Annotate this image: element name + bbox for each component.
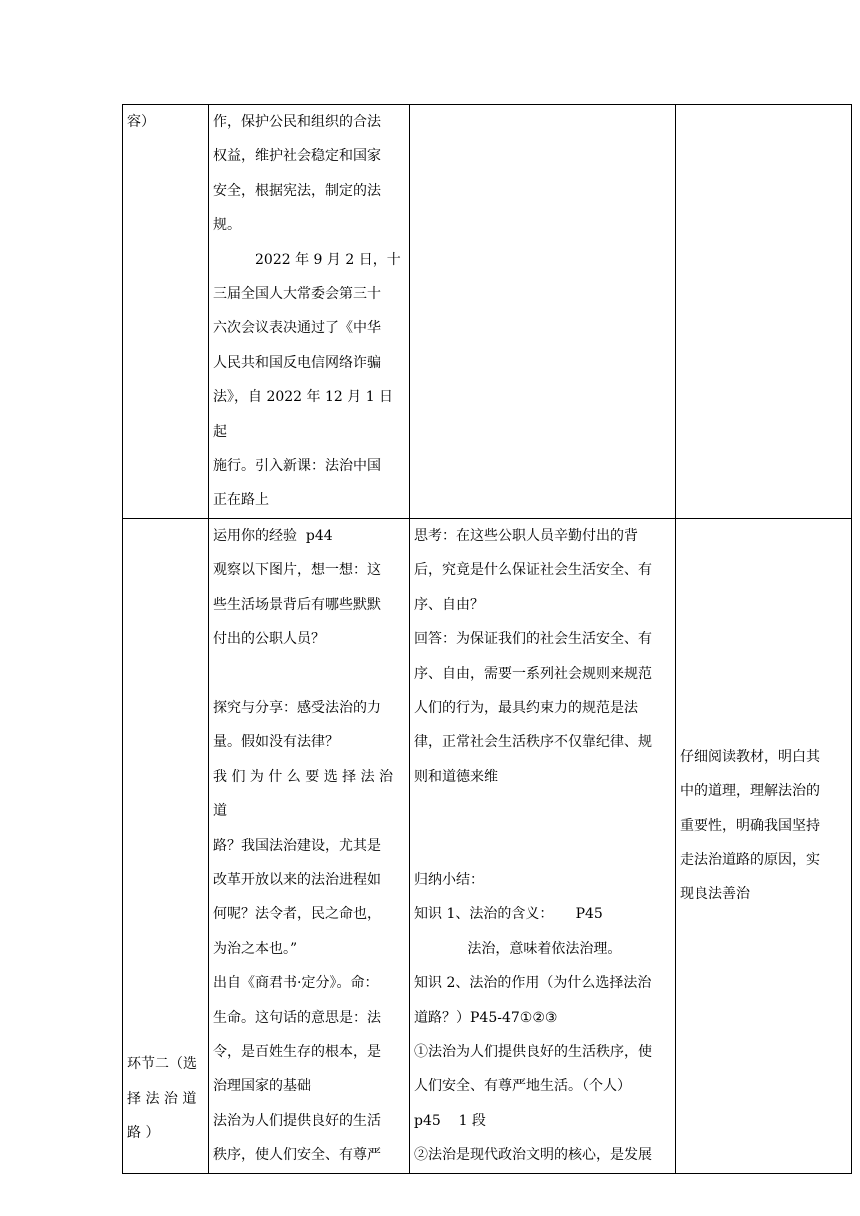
text-line: p45 1 段 xyxy=(414,1112,486,1129)
text-line: 令，是百姓生存的根本，是 xyxy=(213,1043,381,1060)
text-line: 运用你的经验 p44 xyxy=(213,527,333,544)
text-line: 人们的行为，最具约束力的规范是法 xyxy=(414,699,638,716)
text-line: 路？我国法治建设，尤其是 xyxy=(213,837,381,854)
text-line: 治理国家的基础 xyxy=(213,1078,311,1095)
text-line: 秩序，使人们安全、有尊严 xyxy=(213,1147,381,1164)
student-activity-cell xyxy=(410,105,676,519)
text-line: 2022 年 9 月 2 日，十 xyxy=(255,251,401,268)
stage-cell xyxy=(123,518,209,1173)
text-line: 生命。这句话的意思是：法 xyxy=(213,1009,381,1026)
text-line: 重要性，明确我国坚持 xyxy=(680,817,820,834)
text-line: 改革开放以来的法治进程如 xyxy=(213,871,381,888)
stage-text: 容） xyxy=(127,114,155,130)
design-intent-cell xyxy=(676,105,852,519)
text-line: 些生活场景背后有哪些默默 xyxy=(213,596,381,613)
text-line: 权益，维护社会稳定和国家 xyxy=(213,148,381,165)
table-row xyxy=(123,518,852,1173)
text-line: 律，正常社会生活秩序不仅靠纪律、规 xyxy=(414,734,652,751)
text-line: 正在路上 xyxy=(213,492,269,509)
student-activity-cell xyxy=(410,518,676,1173)
text-line xyxy=(414,794,671,828)
text-line: 作，保护公民和组织的合法 xyxy=(213,114,381,130)
text-line xyxy=(213,657,405,691)
text-line: 我 们 为 什 么 要 选 择 法 治 道 xyxy=(213,768,398,820)
text-line: 付出的公职人员？ xyxy=(213,631,325,648)
text-line: 回答：为保证我们的社会生活安全、有 xyxy=(414,631,652,648)
text-line: 知识 2、法治的作用（为什么选择法治 xyxy=(414,975,652,992)
text-line: 六次会议表决通过了《中华 xyxy=(213,320,381,337)
text-line: 思考：在这些公职人员辛勤付出的背 xyxy=(414,527,638,544)
text-line: 序、自由？ xyxy=(414,596,484,613)
text-line: 三届全国人大常委会第三十 xyxy=(213,286,381,303)
text-line: 人们安全、有尊严地生活。（个人） xyxy=(414,1078,631,1095)
stage-cell xyxy=(123,105,209,519)
text-line: 中的道理，理解法治的 xyxy=(680,783,820,800)
text-line: 序、自由，需要一系列社会规则来规范 xyxy=(414,665,652,682)
text-line: 择 法 治 道 xyxy=(127,1090,197,1107)
text-line: 归纳小结： xyxy=(414,871,484,888)
text-line: 何呢？法令者，民之命也， xyxy=(213,906,381,923)
text-line: 仔细阅读教材，明白其 xyxy=(680,748,820,765)
text-line: 后，究竟是什么保证社会生活安全、有 xyxy=(414,562,652,579)
text-line: 量。假如没有法律？ xyxy=(213,734,339,751)
text-line: 知识 1、法治的含义： P45 xyxy=(414,906,603,923)
text-line: 路 ） xyxy=(127,1125,160,1142)
text-line: ②法治是现代政治文明的核心，是发展 xyxy=(414,1147,652,1164)
text-line: 规。 xyxy=(213,217,241,234)
text-line: ①法治为人们提供良好的生活秩序，使 xyxy=(414,1043,652,1060)
text-line: 探究与分享：感受法治的力 xyxy=(213,699,381,716)
lesson-plan-table xyxy=(122,104,852,1174)
text-line: 观察以下图片，想一想：这 xyxy=(213,562,381,579)
text-line: 法治为人们提供良好的生活 xyxy=(213,1112,381,1129)
text-line: 法》，自 2022 年 12 月 1 日起 xyxy=(213,389,394,440)
text-line: 为治之本也。” xyxy=(213,940,298,957)
teacher-activity-cell xyxy=(209,105,410,519)
teacher-activity-cell xyxy=(209,518,410,1173)
text-line: 安全，根据宪法，制定的法 xyxy=(213,182,381,199)
text-line: 道路？）P45-47①②③ xyxy=(414,1009,558,1026)
text-line: 出自《商君书·定分》。命： xyxy=(213,975,379,992)
table-row xyxy=(123,105,852,519)
text-line: 走法治道路的原因，实 xyxy=(680,851,820,868)
design-intent-cell xyxy=(676,518,852,1173)
text-line: 则和道德来维 xyxy=(414,768,498,785)
text-line: 法治，意味着依法治理。 xyxy=(414,940,622,957)
text-line: 人民共和国反电信网络诈骗 xyxy=(213,354,381,371)
text-line xyxy=(414,829,671,863)
text-line: 环节二（选 xyxy=(127,1056,197,1073)
text-line: 施行。引入新课：法治中国 xyxy=(213,458,381,475)
text-line: 现良法善治 xyxy=(680,886,750,903)
